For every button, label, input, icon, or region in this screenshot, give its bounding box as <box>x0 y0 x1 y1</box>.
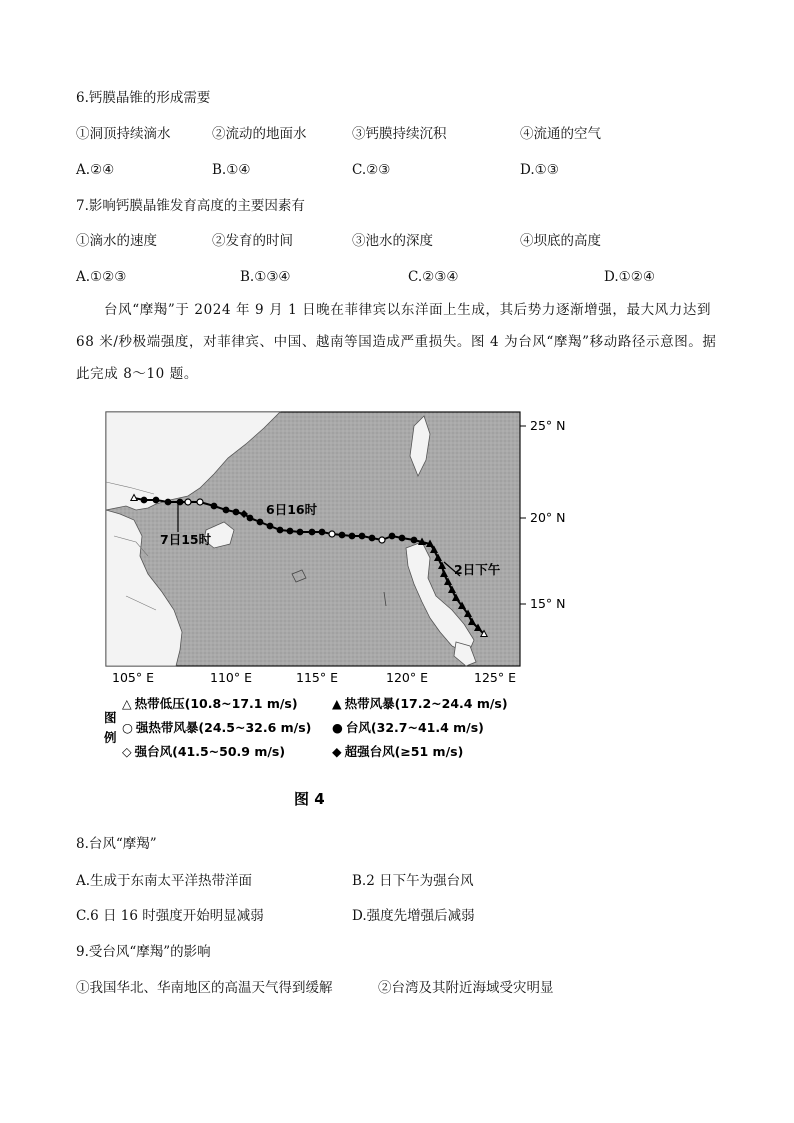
figure-4 <box>96 396 566 816</box>
track-point <box>411 537 417 543</box>
svg-text:◇强台风(41.5~50.9 m/s) <box>122 744 285 759</box>
legend-title-2: 例 <box>104 730 117 745</box>
typhoon-track-map <box>96 396 566 816</box>
q8-option-b: B.2 日下午为强台风 <box>352 873 474 889</box>
track-point <box>233 509 239 515</box>
lon-label-105e: 105° E <box>112 670 154 685</box>
track-point <box>369 535 375 541</box>
legend-symbol-td: △ <box>122 696 132 711</box>
svg-text:○强热带风暴(24.5~32.6 m/s) <box>122 720 311 735</box>
legend-symbol-ty: ● <box>332 720 343 735</box>
intro-paragraph <box>76 294 726 390</box>
track-point <box>319 529 325 535</box>
legend-label-ts: 热带风暴(17.2~24.4 m/s) <box>344 696 508 711</box>
svg-text:●台风(32.7~41.4 m/s) <box>332 720 484 735</box>
q7-stem: 7.影响钙膜晶锥发育高度的主要因素有 <box>76 198 305 214</box>
q8-option-a: A.生成于东南太平洋热带洋面 <box>76 873 253 889</box>
svg-text:◆超强台风(≥51 m/s) <box>332 744 463 759</box>
track-point <box>165 499 171 505</box>
legend-title-1: 图 <box>104 710 117 725</box>
q9-stem: 9.受台风“摩羯”的影响 <box>76 944 211 960</box>
q6-item-4: ④流通的空气 <box>520 126 601 142</box>
q7-option-d: D.①②④ <box>604 269 655 285</box>
track-point <box>309 529 315 535</box>
lat-label-25n: 25° N <box>530 418 566 433</box>
q6-item-2: ②流动的地面水 <box>212 126 307 142</box>
track-point <box>277 527 283 533</box>
q7-option-a: A.①②③ <box>76 269 127 285</box>
track-point <box>211 503 217 509</box>
intro-text: 台风“摩羯”于 2024 年 9 月 1 日晚在菲律宾以东洋面上生成，其后势力逐渐增强，最大风力达到 68 米/秒极端强度，对菲律宾、中国、越南等国造成严重损失。图 4 为台风“摩羯”移动路径示意图。据此完成 8～10 题。 <box>76 302 717 382</box>
q6-stem: 6.钙膜晶锥的形成需要 <box>76 90 211 106</box>
q9-item-1: ①我国华北、华南地区的高温天气得到缓解 <box>76 980 333 996</box>
q7-item-1: ①滴水的速度 <box>76 233 157 249</box>
track-point <box>399 535 405 541</box>
q6-item-1: ①洞顶持续滴水 <box>76 126 171 142</box>
lon-label-110e: 110° E <box>210 670 252 685</box>
q6-item-3: ③钙膜持续沉积 <box>352 126 447 142</box>
track-point <box>389 533 395 539</box>
q8-option-d: D.强度先增强后减弱 <box>352 908 475 924</box>
track-point <box>197 499 203 505</box>
lat-label-15n: 15° N <box>530 596 566 611</box>
legend-symbol-ts: ▲ <box>332 696 342 711</box>
legend-symbol-sty: ◇ <box>122 744 132 759</box>
track-point <box>339 532 345 538</box>
legend-symbol-suty: ◆ <box>332 744 342 759</box>
track-point <box>185 499 191 505</box>
track-point <box>247 515 253 521</box>
lon-label-115e: 115° E <box>296 670 338 685</box>
q7-item-3: ③池水的深度 <box>352 233 433 249</box>
q6-option-d: D.①③ <box>520 162 559 178</box>
q6-option-b: B.①④ <box>212 162 251 178</box>
track-point <box>349 533 355 539</box>
lon-label-120e: 120° E <box>386 670 428 685</box>
track-point <box>297 529 303 535</box>
q8-stem: 8.台风“摩羯” <box>76 836 157 852</box>
track-point <box>267 523 273 529</box>
lon-label-125e: 125° E <box>474 670 516 685</box>
track-point <box>141 497 147 503</box>
track-point <box>379 537 385 543</box>
legend-label-ty: 台风(32.7~41.4 m/s) <box>345 720 484 735</box>
q7-item-2: ②发育的时间 <box>212 233 293 249</box>
q8-option-c: C.6 日 16 时强度开始明显减弱 <box>76 908 264 924</box>
track-point <box>287 528 293 534</box>
annotation-6d16: 6日16时 <box>266 502 318 517</box>
svg-text:△热带低压(10.8~17.1 m/s) <box>122 696 298 711</box>
track-point <box>153 497 159 503</box>
q6-option-c: C.②③ <box>352 162 391 178</box>
legend-label-td: 热带低压(10.8~17.1 m/s) <box>134 696 298 711</box>
q7-option-c: C.②③④ <box>408 269 459 285</box>
annotation-2d: 2日下午 <box>454 562 501 577</box>
q7-item-4: ④坝底的高度 <box>520 233 601 249</box>
legend-symbol-sts: ○ <box>122 720 133 735</box>
track-point <box>223 507 229 513</box>
track-point <box>359 533 365 539</box>
legend-label-suty: 超强台风(≥51 m/s) <box>344 744 464 759</box>
figure-caption: 图 4 <box>294 790 325 808</box>
legend-label-sts: 强热带风暴(24.5~32.6 m/s) <box>135 720 312 735</box>
track-point <box>329 531 335 537</box>
track-point <box>257 519 263 525</box>
legend-label-sty: 强台风(41.5~50.9 m/s) <box>134 744 286 759</box>
q9-item-2: ②台湾及其附近海域受灾明显 <box>378 980 554 996</box>
svg-text:▲热带风暴(17.2~24.4 m/s) <box>332 696 508 711</box>
annotation-7d15: 7日15时 <box>160 532 212 547</box>
q6-option-a: A.②④ <box>76 162 115 178</box>
q7-option-b: B.①③④ <box>240 269 291 285</box>
lat-label-20n: 20° N <box>530 510 566 525</box>
